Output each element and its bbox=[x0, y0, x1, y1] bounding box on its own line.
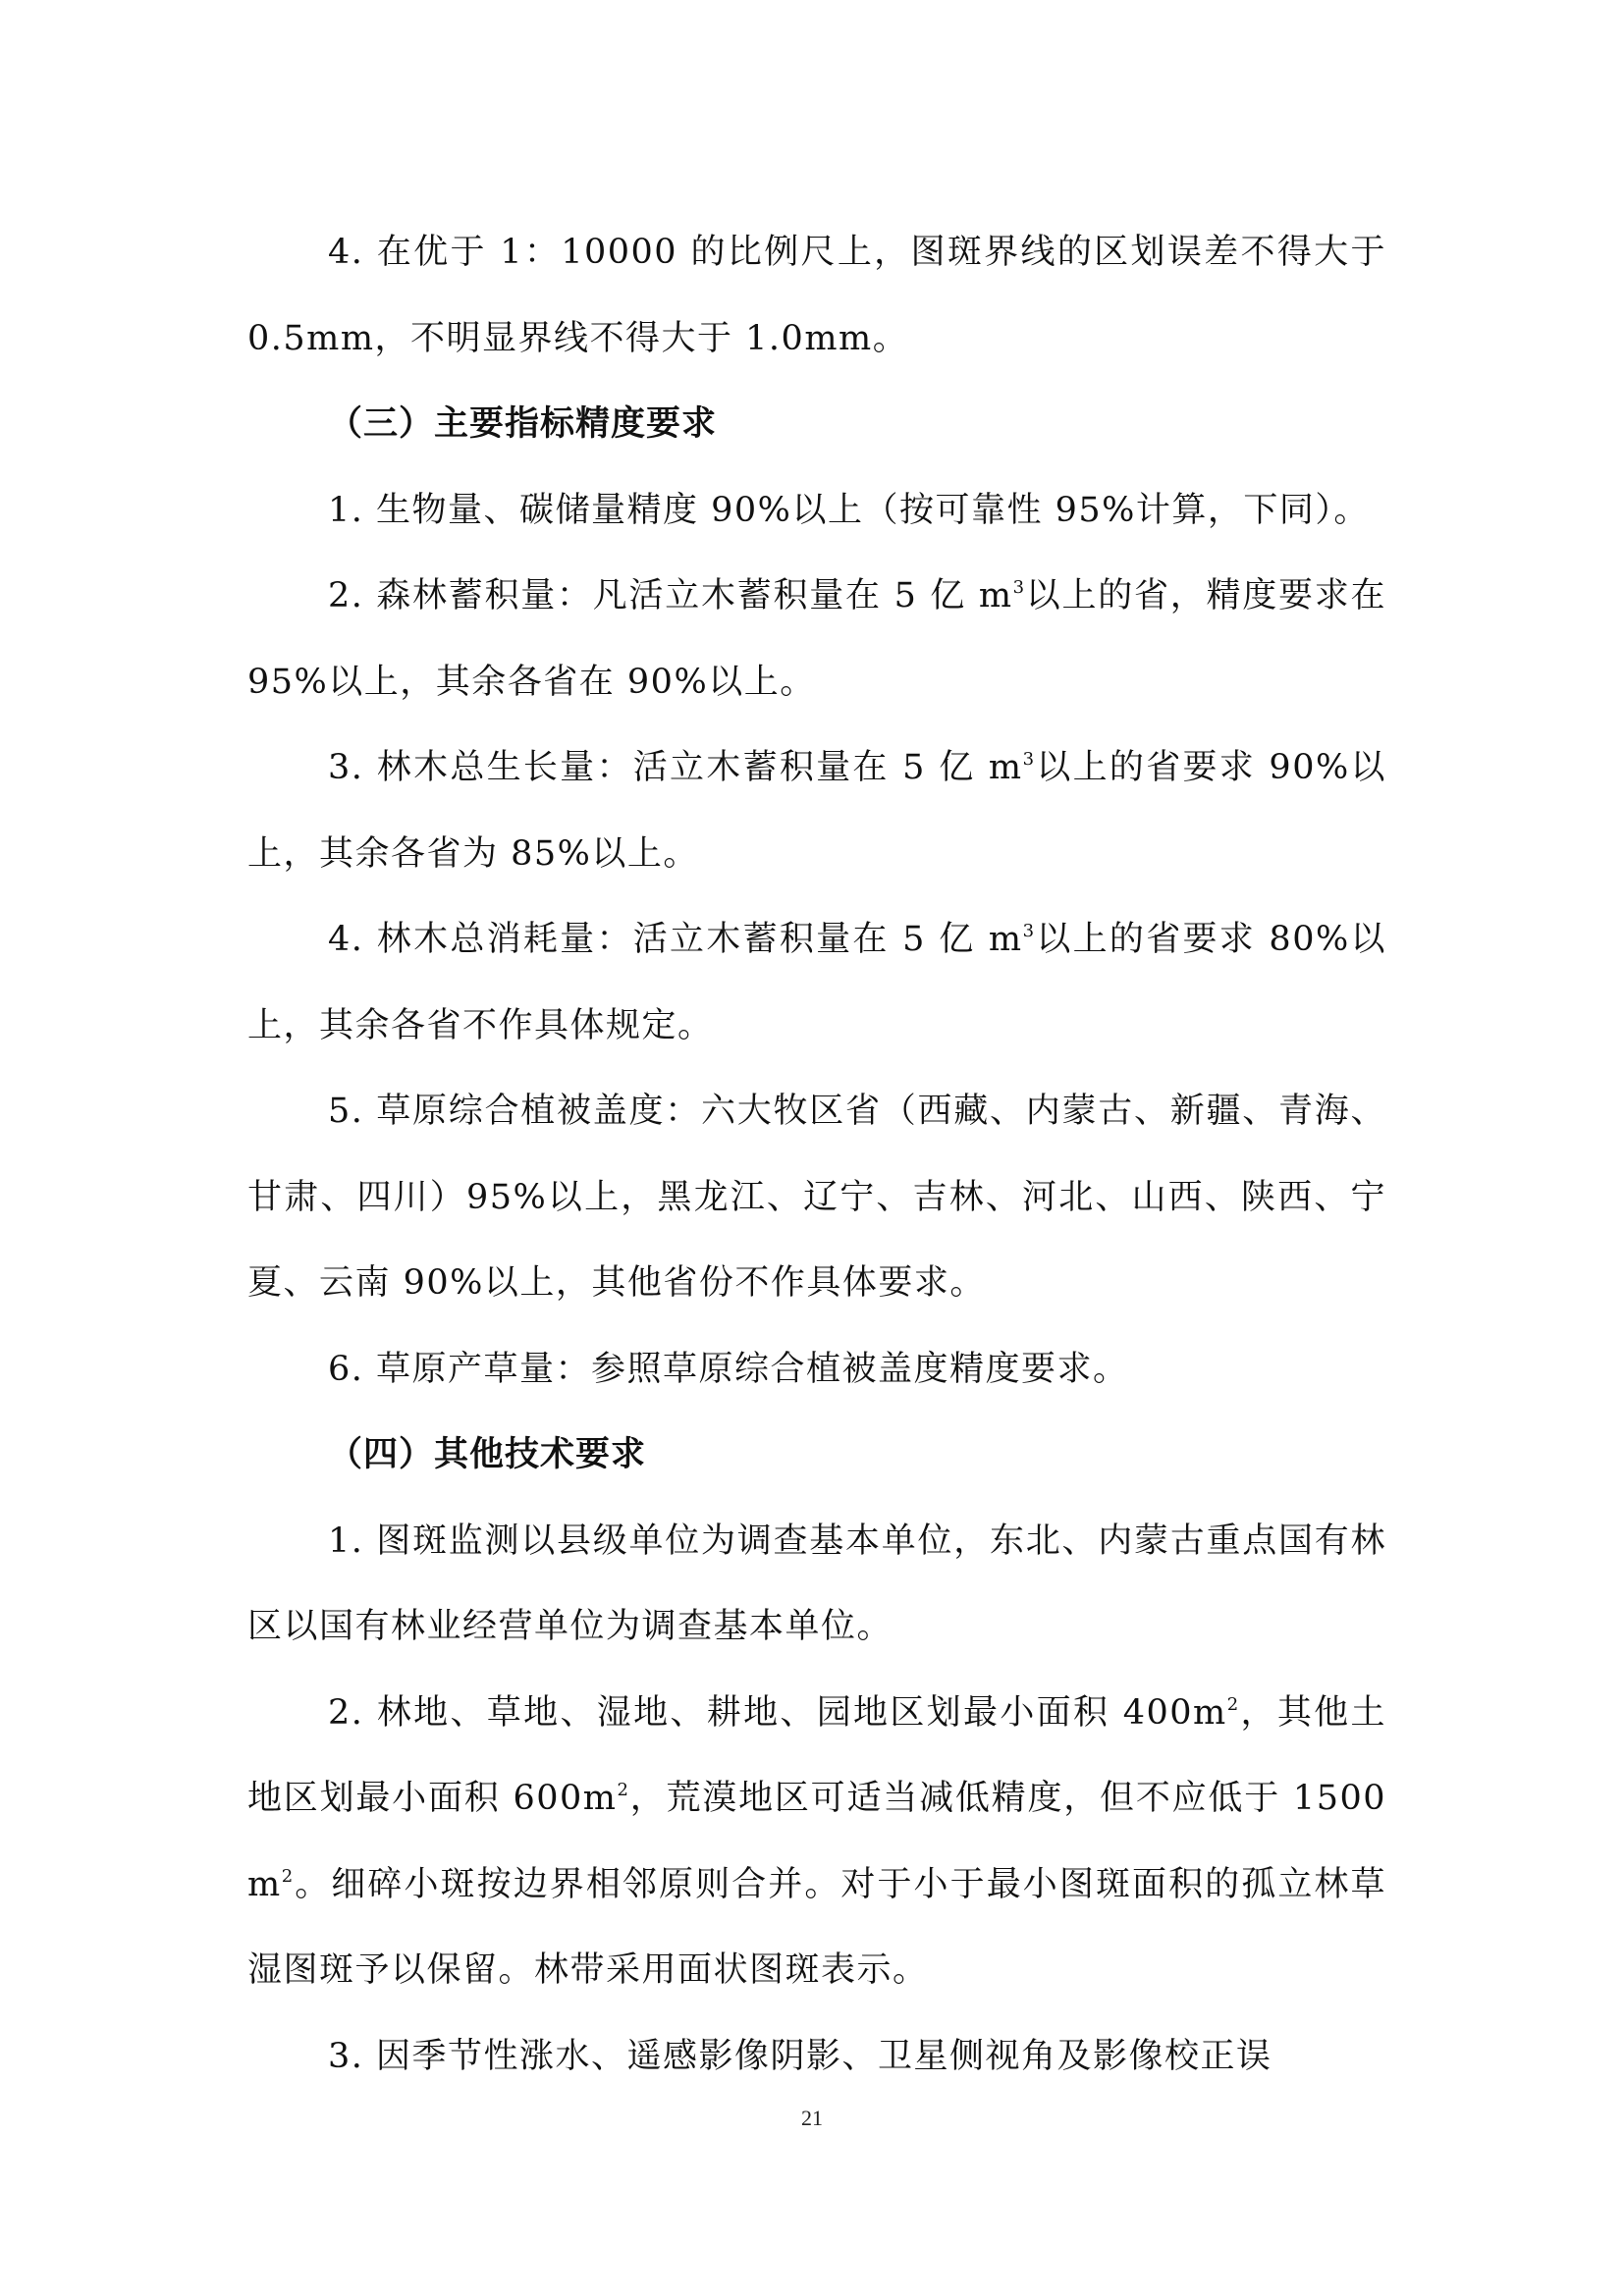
accuracy-item-6: 6. 草原产草量：参照草原综合植被盖度精度要求。 bbox=[328, 1349, 1129, 1389]
accuracy-item-2: 2. 森林蓄积量：凡活立木蓄积量在 5 亿 $m^3$以上的省，精度要求在 95%以上，其余各省在 90%以上。 bbox=[247, 576, 1386, 702]
accuracy-item-4: 4. 林木总消耗量：活立木蓄积量在 5 亿 $m^3$以上的省要求 80%以上，其余各省不作具体规定。 bbox=[247, 920, 1386, 1045]
section-3-heading: （三）主要指标精度要求 bbox=[328, 404, 718, 444]
item-4-boundary-error: 4. 在优于 1：10000 的比例尺上，图斑界线的区划误差不得大于 0.5mm，不明显界线不得大于 1.0mm。 bbox=[247, 233, 1386, 358]
technical-item-1: 1. 图斑监测以县级单位为调查基本单位，东北、内蒙古重点国有林区以国有林业经营单位为调查基本单位。 bbox=[247, 1521, 1386, 1646]
accuracy-item-5: 5. 草原综合植被盖度：六大牧区省（西藏、内蒙古、新疆、青海、甘肃、四川）95%以上，黑龙江、辽宁、吉林、河北、山西、陕西、宁夏、云南 90%以上，其他省份不作具体要求。 bbox=[247, 1092, 1386, 1303]
technical-item-3: 3. 因季节性涨水、遥感影像阴影、卫星侧视角及影像校正误 bbox=[328, 2036, 1272, 2076]
accuracy-item-3: 3. 林木总生长量：活立木蓄积量在 5 亿 $m^3$以上的省要求 90%以上，其余各省为 85%以上。 bbox=[247, 748, 1386, 874]
document-body bbox=[247, 210, 1386, 2100]
section-4-heading: （四）其他技术要求 bbox=[328, 1435, 647, 1474]
page-number: 21 bbox=[801, 2106, 823, 2130]
accuracy-item-1: 1. 生物量、碳储量精度 90%以上（按可靠性 95%计算，下同）。 bbox=[328, 490, 1370, 530]
technical-item-2: 2. 林地、草地、湿地、耕地、园地区划最小面积 $400m^2$，其他土地区划最小面积 $600m^2$，荒漠地区可适当减低精度，但不应低于 $1500m^2$。细碎小斑按边界相邻原则合并。对于小于最小图斑面积的孤立林草湿图斑予以保留。林带采用面状图斑表示。 bbox=[247, 1692, 1386, 1990]
